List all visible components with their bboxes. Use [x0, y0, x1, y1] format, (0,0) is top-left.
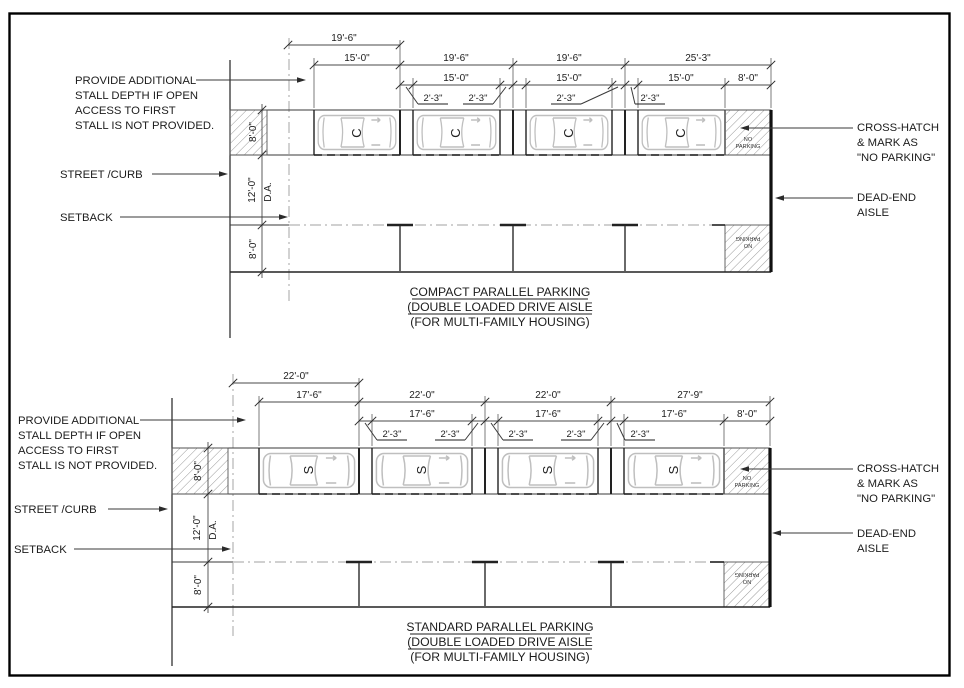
dim-group: 19'-6" [443, 53, 469, 64]
standard-title-line2: (DOUBLE LOADED DRIVE AISLE [407, 635, 593, 649]
street-curb-note [14, 504, 168, 516]
svg-text:AISLE: AISLE [857, 207, 890, 219]
dim-aisle: 12'-0" [192, 515, 203, 541]
compact-title [407, 285, 593, 329]
dim-stall-depth: 8'-0" [193, 461, 204, 481]
svg-text:ACCESS TO FIRST: ACCESS TO FIRST [18, 445, 119, 457]
no-parking-text: PARKING [734, 483, 760, 489]
dim-stall: 17'-6" [535, 409, 561, 420]
dim-aisle-abbr: D.A. [263, 182, 274, 202]
dim-aisle: 12'-0" [247, 177, 258, 203]
standard-title [406, 620, 593, 664]
dim-stall: 15'-0" [668, 73, 694, 84]
svg-text:PARKING: PARKING [734, 571, 760, 577]
dim-stall-first: 17'-6" [296, 390, 322, 401]
standard-maneuver-dims [365, 423, 655, 440]
svg-text:AISLE: AISLE [857, 543, 890, 555]
svg-text:STREET /CURB: STREET /CURB [60, 169, 143, 181]
dead-end-note [775, 192, 916, 219]
svg-text:"NO PARKING": "NO PARKING" [857, 152, 936, 164]
svg-text:"NO PARKING": "NO PARKING" [857, 493, 936, 505]
dim-lower-depth: 8'-0" [248, 239, 259, 259]
svg-text:2'-3": 2'-3" [423, 93, 443, 104]
dim-group-end: 27'-9" [677, 390, 703, 401]
standard-dimensions [192, 371, 774, 613]
dim-stall-first: 15'-0" [344, 53, 370, 64]
dim-group-end: 25'-3" [685, 53, 711, 64]
standard-tee-separators [346, 562, 624, 606]
svg-text:DEAD-END: DEAD-END [857, 192, 916, 204]
standard-annotations [14, 415, 939, 556]
svg-text:STREET /CURB: STREET /CURB [14, 504, 97, 516]
svg-text:NO: NO [742, 578, 752, 584]
svg-text:SETBACK: SETBACK [14, 544, 67, 556]
street-curb-note [60, 169, 228, 181]
compact-extension-lines [314, 40, 771, 108]
svg-text:CROSS-HATCH: CROSS-HATCH [857, 463, 940, 475]
svg-text:STALL IS NOT PROVIDED.: STALL IS NOT PROVIDED. [75, 120, 215, 132]
no-parking-text: PARKING [735, 144, 761, 150]
dim-stall: 15'-0" [443, 73, 469, 84]
standard-title-line3: (FOR MULTI-FAMILY HOUSING) [410, 650, 590, 664]
svg-text:STALL IS NOT PROVIDED.: STALL IS NOT PROVIDED. [18, 460, 158, 472]
compact-diagram [60, 33, 939, 338]
svg-text:& MARK AS: & MARK AS [857, 478, 918, 490]
standard-diagram [14, 371, 939, 666]
dim-overall-first: 22'-0" [283, 371, 309, 382]
dim-lower-depth: 8'-0" [193, 575, 204, 595]
car-letter: C [448, 128, 463, 138]
car-letter: S [301, 465, 316, 475]
svg-text:PROVIDE ADDITIONAL: PROVIDE ADDITIONAL [18, 415, 140, 427]
svg-text:STALL DEPTH IF OPEN: STALL DEPTH IF OPEN [75, 90, 199, 102]
setback-note [60, 212, 288, 224]
svg-text:2'-3": 2'-3" [630, 429, 650, 440]
svg-text:NO: NO [743, 242, 753, 248]
dim-group: 22'-0" [409, 390, 435, 401]
dim-stall: 15'-0" [556, 73, 582, 84]
dead-end-note [772, 528, 916, 555]
car-letter: S [540, 465, 555, 475]
compact-stall-dividers [314, 110, 725, 155]
svg-text:DEAD-END: DEAD-END [857, 528, 916, 540]
svg-text:2'-3": 2'-3" [508, 429, 528, 440]
svg-text:2'-3": 2'-3" [468, 93, 488, 104]
svg-text:2'-3": 2'-3" [566, 429, 586, 440]
svg-text:PARKING: PARKING [735, 235, 761, 241]
svg-text:SETBACK: SETBACK [60, 212, 113, 224]
compact-maneuver-dims [406, 87, 665, 104]
dim-stall: 17'-6" [661, 409, 687, 420]
car-letter: C [673, 128, 688, 138]
dim-group: 22'-0" [535, 390, 561, 401]
dim-group: 19'-6" [556, 53, 582, 64]
car-letter: C [349, 128, 364, 138]
svg-text:CROSS-HATCH: CROSS-HATCH [857, 122, 940, 134]
car-letter: S [414, 465, 429, 475]
dim-overall-first: 19'-6" [331, 33, 357, 44]
setback-note [14, 544, 231, 556]
dim-end: 8'-0" [737, 409, 757, 420]
compact-title-line2: (DOUBLE LOADED DRIVE AISLE [407, 300, 593, 314]
no-parking-text: NO [742, 476, 752, 482]
standard-title-line1: STANDARD PARALLEL PARKING [406, 620, 594, 634]
provide-note [75, 75, 306, 132]
standard-cars [263, 454, 719, 488]
svg-text:2'-3": 2'-3" [640, 93, 660, 104]
svg-text:2'-3": 2'-3" [556, 93, 576, 104]
svg-text:& MARK AS: & MARK AS [857, 137, 918, 149]
no-parking-text: NO [743, 137, 753, 143]
car-letter: S [666, 465, 681, 475]
dim-stall: 17'-6" [409, 409, 435, 420]
svg-text:STALL DEPTH IF OPEN: STALL DEPTH IF OPEN [18, 430, 142, 442]
svg-text:2'-3": 2'-3" [440, 429, 460, 440]
dim-aisle-abbr: D.A. [208, 520, 219, 540]
compact-title-line3: (FOR MULTI-FAMILY HOUSING) [410, 315, 590, 329]
dim-end: 8'-0" [738, 73, 758, 84]
compact-tee-separators [387, 225, 638, 271]
svg-text:PROVIDE ADDITIONAL: PROVIDE ADDITIONAL [75, 75, 197, 87]
svg-text:2'-3": 2'-3" [382, 429, 402, 440]
dim-stall-depth: 8'-0" [248, 122, 259, 142]
car-letter: C [561, 128, 576, 138]
compact-cars [318, 116, 721, 150]
compact-title-line1: COMPACT PARALLEL PARKING [409, 285, 591, 299]
svg-text:ACCESS TO FIRST: ACCESS TO FIRST [75, 105, 176, 117]
